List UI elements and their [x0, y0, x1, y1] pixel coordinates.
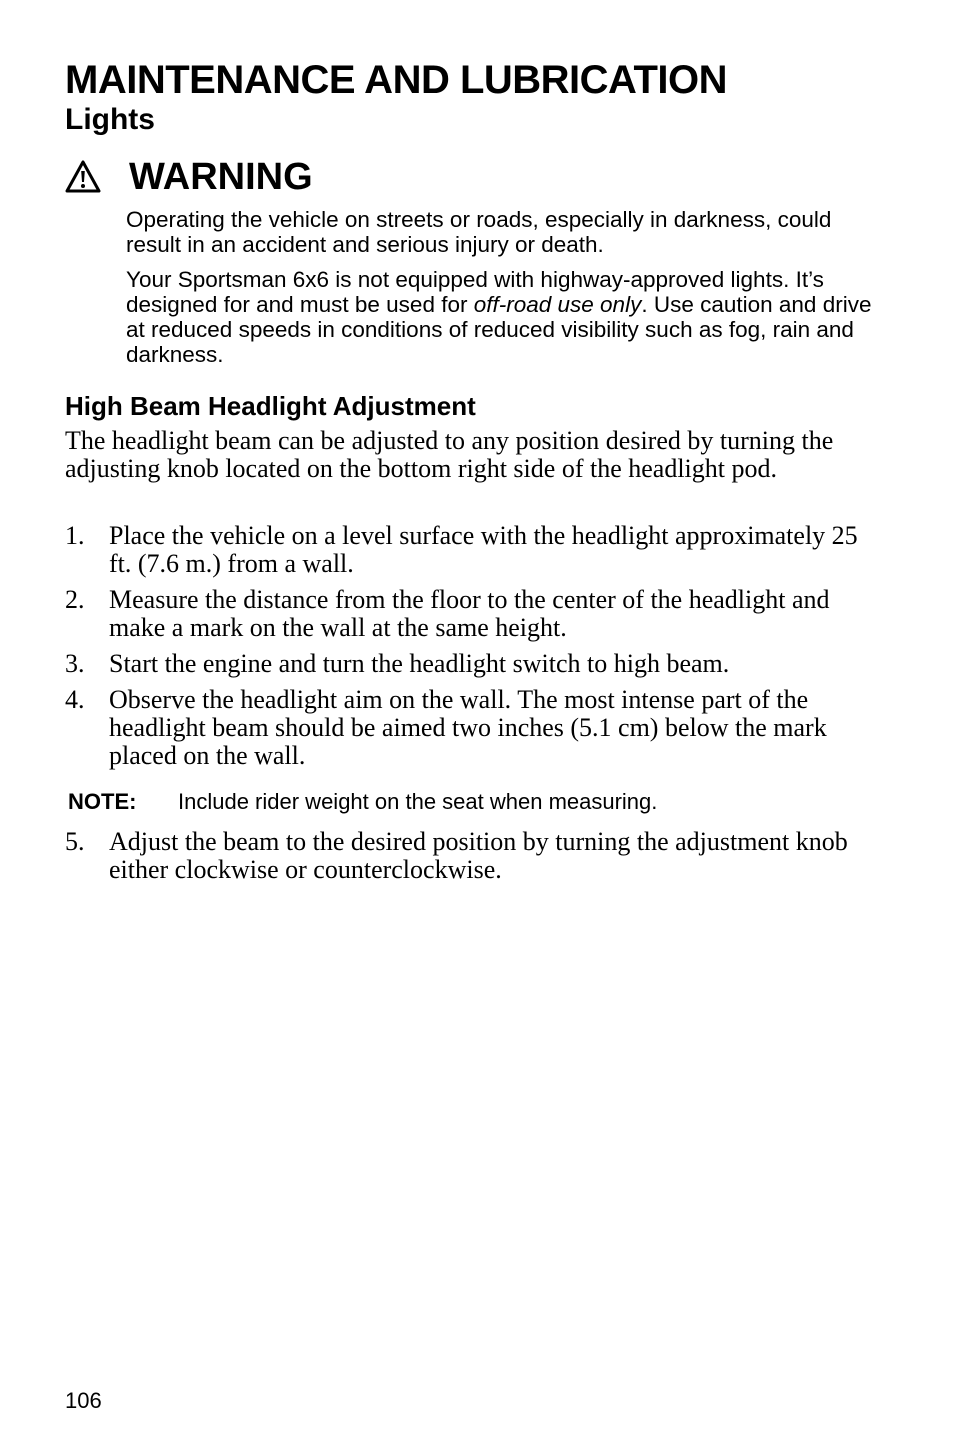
step-number: 1. [65, 521, 85, 550]
step-text: Measure the distance from the floor to the center of the headlight and make a mark on the wall at the same height. [109, 585, 830, 642]
list-item [65, 522, 865, 578]
note-text: Include rider weight on the seat when measuring. [178, 789, 658, 814]
step-text: Observe the headlight aim on the wall. The most intense part of the headlight beam should be aimed two inches (5.1 cm) below the mark placed on the wall. [109, 685, 827, 770]
warning-triangle-icon [65, 160, 101, 194]
steps-list-continued [65, 828, 865, 892]
warning-label: WARNING [129, 156, 313, 198]
step-text: Place the vehicle on a level surface with the headlight approximately 25 ft. (7.6 m.) from a wall. [109, 521, 858, 578]
warning-body [126, 207, 886, 377]
note-label: NOTE: [68, 789, 137, 814]
list-item [65, 586, 865, 642]
step-number: 5. [65, 827, 85, 856]
chapter-title: MAINTENANCE AND LUBRICATION [65, 58, 728, 102]
step-number: 3. [65, 649, 85, 678]
steps-list [65, 522, 865, 778]
step-number: 2. [65, 585, 85, 614]
step-number: 4. [65, 685, 85, 714]
section-title: Lights [65, 103, 155, 136]
warning-paragraph [126, 267, 886, 367]
step-text: Start the engine and turn the headlight switch to high beam. [109, 649, 730, 678]
step-text: Adjust the beam to the desired position by turning the adjustment knob either clockwise or counterclockwise. [109, 827, 848, 884]
warning-emphasis: off-road use only [473, 292, 642, 317]
warning-text: . Use caution and drive at reduced speeds in conditions of reduced visibility such as fog, rain and darkness. [126, 292, 872, 367]
list-item [65, 828, 865, 884]
warning-paragraph: Operating the vehicle on streets or roads, especially in darkness, could result in an accident and serious injury or death. [126, 207, 832, 257]
intro-paragraph: The headlight beam can be adjusted to any position desired by turning the adjusting knob located on the bottom right side of the headlight pod. [65, 426, 834, 483]
list-item [65, 686, 865, 770]
note [68, 788, 657, 816]
warning-text: Your Sportsman 6x6 is not equipped with highway-approved lights. It’s designed for and must be used for [126, 267, 824, 317]
page-number: 106 [65, 1388, 102, 1413]
subsection-heading: High Beam Headlight Adjustment [65, 391, 476, 421]
list-item [65, 650, 865, 678]
warning-header [65, 154, 313, 200]
